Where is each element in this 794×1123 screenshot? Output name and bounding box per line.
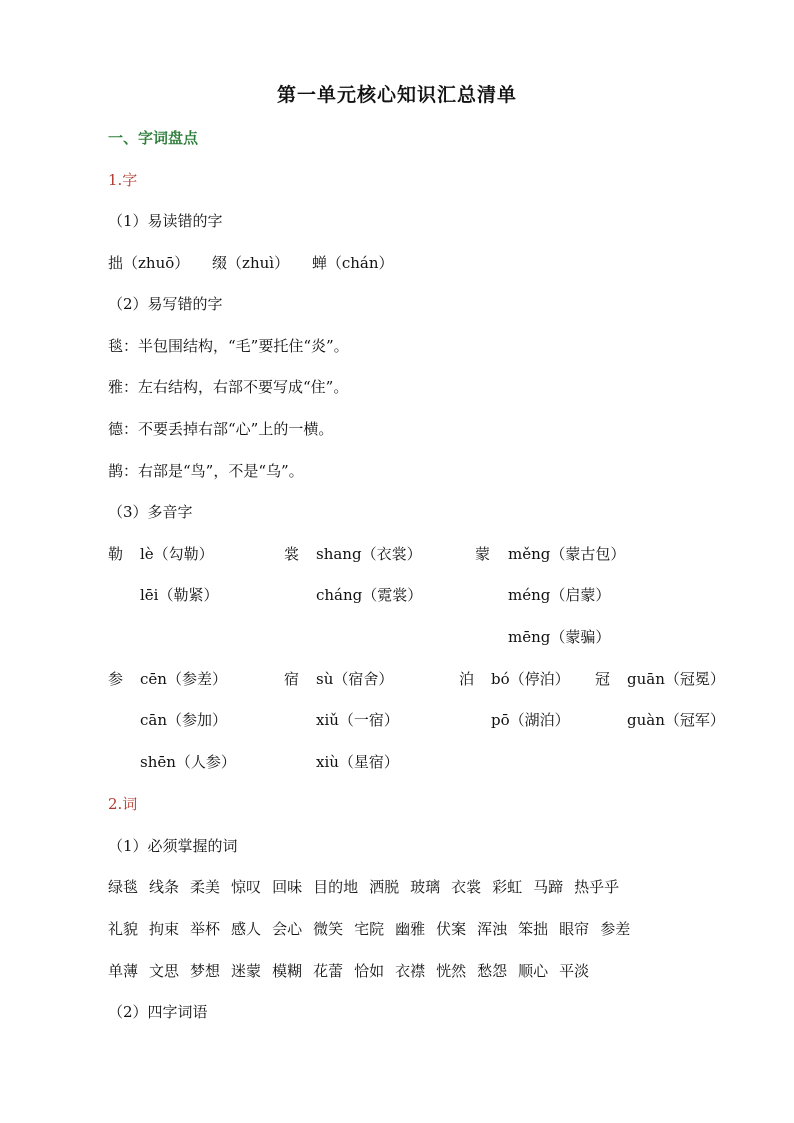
polyphone-reading: bó（停泊） (491, 670, 570, 688)
vocab-word: 幽雅 (395, 920, 426, 938)
misread-list (108, 253, 394, 273)
polyphone-reading: xiù（星宿） (316, 753, 399, 771)
vocab-word: 目的地 (313, 878, 359, 896)
vocab-word: 文思 (149, 962, 180, 980)
polyphone-char: 参 (108, 670, 124, 688)
vocab-word: 会心 (272, 920, 303, 938)
misread-item: 拙（zhuō） (108, 254, 190, 272)
vocab-word: 洒脱 (369, 878, 400, 896)
vocab-word: 迷蒙 (231, 962, 262, 980)
vocab-word: 笨拙 (518, 920, 549, 938)
polyphone-reading: guān（冠冕） (627, 670, 725, 688)
polyphone-reading: cān（参加） (140, 711, 228, 729)
vocab-word: 平淡 (559, 962, 590, 980)
word-row (108, 877, 630, 897)
word-row (108, 961, 600, 981)
vocab-word: 柔美 (190, 878, 221, 896)
subheading-words: 2.词 (108, 795, 138, 813)
polyphone-reading: shēn（人参） (140, 753, 236, 771)
vocab-word: 绿毯 (108, 878, 139, 896)
vocab-word: 模糊 (272, 962, 303, 980)
heading-must-master-words: （1）必须掌握的词 (108, 837, 238, 855)
vocab-word: 宅院 (354, 920, 385, 938)
vocab-word: 顺心 (518, 962, 549, 980)
polyphone-reading: méng（启蒙） (508, 586, 611, 604)
vocab-word: 恍然 (436, 962, 467, 980)
vocab-word: 衣襟 (395, 962, 426, 980)
vocab-word: 梦想 (190, 962, 221, 980)
polyphone-char: 宿 (284, 670, 300, 688)
vocab-word: 举杯 (190, 920, 221, 938)
polyphone-char: 裳 (284, 545, 300, 563)
vocab-word: 浑浊 (477, 920, 508, 938)
polyphone-reading: cēn（参差） (140, 670, 227, 688)
polyphone-reading: sù（宿舍） (316, 670, 394, 688)
polyphone-reading: xiǔ（一宿） (316, 711, 399, 729)
miswritten-line: 雅：左右结构，右部不要写成“住”。 (108, 378, 349, 396)
vocab-word: 伏案 (436, 920, 467, 938)
vocab-word: 衣裳 (451, 878, 482, 896)
polyphone-reading: guàn（冠军） (627, 711, 725, 729)
polyphone-char: 勒 (108, 545, 124, 563)
vocab-word: 玻璃 (410, 878, 441, 896)
section-heading: 一、字词盘点 (108, 129, 199, 147)
polyphone-reading: mēng（蒙骗） (508, 628, 611, 646)
miswritten-line: 鹊：右部是“鸟”，不是“乌”。 (108, 462, 304, 480)
vocab-word: 参差 (600, 920, 631, 938)
polyphone-reading: pō（湖泊） (491, 711, 570, 729)
vocab-word: 拘束 (149, 920, 180, 938)
heading-four-character-idioms: （2）四字词语 (108, 1003, 208, 1021)
vocab-word: 惊叹 (231, 878, 262, 896)
polyphone-char: 冠 (595, 670, 611, 688)
polyphone-reading: cháng（霓裳） (316, 586, 423, 604)
polyphone-reading: lè（勾勒） (140, 545, 214, 563)
vocab-word: 马蹄 (533, 878, 564, 896)
polyphone-char: 蒙 (475, 545, 491, 563)
vocab-word: 花蕾 (313, 962, 344, 980)
polyphone-reading: měng（蒙古包） (508, 545, 626, 563)
miswritten-line: 毯：半包围结构，“毛”要托住“炎”。 (108, 337, 349, 355)
vocab-word: 热乎乎 (574, 878, 620, 896)
heading-miswritten-characters: （2）易写错的字 (108, 295, 223, 313)
vocab-word: 感人 (231, 920, 262, 938)
misread-item: 缀（zhuì） (212, 254, 290, 272)
subheading-characters: 1.字 (108, 171, 138, 189)
vocab-word: 礼貌 (108, 920, 139, 938)
vocab-word: 回味 (272, 878, 303, 896)
vocab-word: 彩虹 (492, 878, 523, 896)
vocab-word: 恰如 (354, 962, 385, 980)
polyphone-char: 泊 (459, 670, 475, 688)
vocab-word: 微笑 (313, 920, 344, 938)
heading-polyphones: （3）多音字 (108, 503, 193, 521)
miswritten-line: 德：不要丢掉右部“心”上的一横。 (108, 420, 334, 438)
vocab-word: 眼帘 (559, 920, 590, 938)
heading-misread-characters: （1）易读错的字 (108, 212, 223, 230)
word-row (108, 919, 630, 939)
vocab-word: 线条 (149, 878, 180, 896)
vocab-word: 愁怨 (477, 962, 508, 980)
page-title: 第一单元核心知识汇总清单 (276, 84, 517, 106)
polyphone-reading: shang（衣裳） (316, 545, 422, 563)
polyphone-reading: lēi（勒紧） (140, 586, 219, 604)
vocab-word: 单薄 (108, 962, 139, 980)
misread-item: 蝉（chán） (311, 254, 394, 272)
